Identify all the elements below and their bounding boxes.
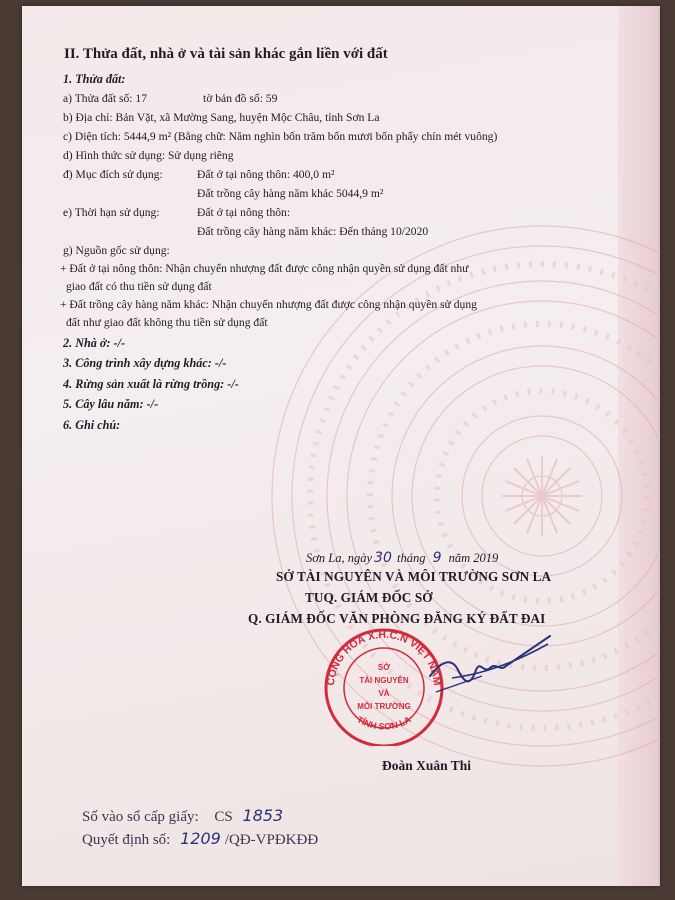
plot-address: b) Địa chỉ: Bản Vặt, xã Mường Sang, huyện Mộc Châu, tỉnh Sơn La — [63, 111, 380, 124]
usage-form: d) Hình thức sử dụng: Sử dụng riêng — [63, 149, 234, 162]
decision-number: 1209 — [180, 829, 221, 848]
usage-term-label: e) Thời hạn sử dụng: — [63, 206, 160, 219]
usage-purpose-label: đ) Mục đích sử dụng: — [63, 168, 163, 181]
handwritten-signature — [422, 630, 552, 710]
origin-residential-line2: giao đất có thu tiền sử dụng đất — [66, 280, 212, 293]
signer-name: Đoàn Xuân Thi — [382, 758, 472, 773]
certificate-page — [22, 6, 660, 886]
delegation-title: TUQ. GIÁM ĐỐC SỞ — [305, 590, 433, 605]
heading-perennial-trees: 5. Cây lâu năm: -/- — [63, 397, 159, 411]
origin-crop-line2: đất như giao đất không thu tiền sử dụng đất — [66, 316, 268, 329]
registry-book-label: Số vào sổ cấp giấy: — [82, 809, 199, 825]
date-month: 9 — [432, 550, 442, 566]
date-prefix: Sơn La, ngày — [306, 551, 373, 565]
usage-purpose-residential: Đất ở tại nông thôn: 400,0 m² — [197, 168, 335, 181]
date-day: 30 — [374, 550, 392, 566]
issue-date — [306, 550, 498, 566]
date-month-label: tháng — [397, 551, 426, 565]
map-sheet-number: tờ bản đồ số: 59 — [203, 92, 278, 105]
svg-text:TỈNH SƠN LA — [355, 714, 413, 732]
origin-residential-line1: + Đất ở tại nông thôn: Nhận chuyển nhượng đất được công nhận quyền sử dụng đất như — [60, 262, 469, 275]
seal-center-line1: SỞ — [377, 663, 391, 672]
origin-label: g) Nguồn gốc sử dụng: — [63, 244, 170, 257]
registry-book-number: 1853 — [242, 806, 284, 825]
heading-other-construction: 3. Công trình xây dựng khác: -/- — [63, 356, 227, 370]
seal-ring-text: CỘNG HOÀ X.H.C.N VIỆT NAM — [324, 628, 444, 687]
seal-center-line2: TÀI NGUYÊN — [359, 676, 409, 685]
decision-row — [82, 829, 318, 849]
issuing-department: SỞ TÀI NGUYÊN VÀ MÔI TRƯỜNG SƠN LA — [276, 569, 552, 584]
section-title: II. Thửa đất, nhà ở và tài sản khác gắn liền với đất — [64, 46, 388, 62]
heading-land-plot: 1. Thửa đất: — [63, 72, 126, 86]
decision-suffix: /QĐ-VPĐKĐĐ — [224, 832, 319, 848]
seal-center-line4: MÔI TRƯỜNG — [357, 702, 411, 711]
heading-planted-forest: 4. Rừng sản xuất là rừng trồng: -/- — [63, 377, 239, 391]
registry-book-prefix: CS — [214, 809, 233, 825]
office-title: Q. GIÁM ĐỐC VĂN PHÒNG ĐĂNG KÝ ĐẤT ĐAI — [248, 611, 546, 626]
usage-term-crop: Đất trồng cây hàng năm khác: Đến tháng 10/2020 — [197, 225, 429, 238]
seal-bottom-text: TỈNH SƠN LA — [355, 714, 413, 732]
heading-notes: 6. Ghi chú: — [63, 418, 121, 432]
plot-area: c) Diện tích: 5444,9 m² (Bằng chữ: Năm nghìn bốn trăm bốn mươi bốn phẩy chín mét vuông) — [63, 130, 498, 143]
heading-house: 2. Nhà ở: -/- — [63, 336, 126, 350]
date-year: năm 2019 — [448, 551, 499, 565]
plot-number: a) Thửa đất số: 17 — [63, 92, 147, 105]
decision-label: Quyết định số: — [82, 832, 171, 848]
seal-center-line3: VÀ — [378, 689, 390, 698]
usage-term-residential: Đất ở tại nông thôn: — [197, 206, 291, 219]
registry-book-row — [82, 806, 283, 826]
origin-crop-line1: + Đất trồng cây hàng năm khác: Nhận chuyển nhượng đất được công nhận quyền sử dụng — [60, 298, 477, 311]
usage-purpose-crop: Đất trồng cây hàng năm khác 5044,9 m² — [197, 187, 384, 200]
